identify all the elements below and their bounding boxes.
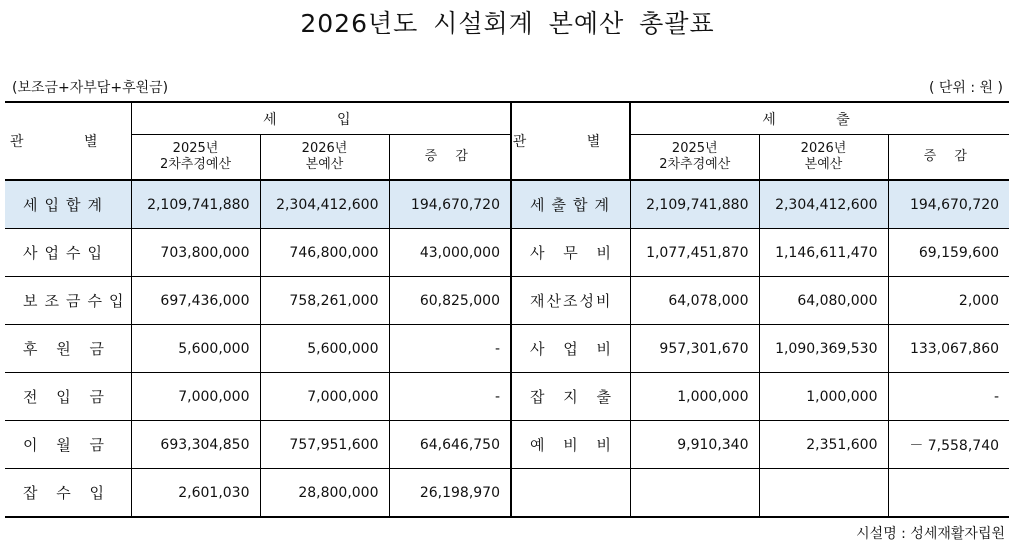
income-category-cell: 이 월 금 <box>5 421 131 469</box>
expense-diff-header: 증 감 <box>888 135 1009 181</box>
expense-curr-cell: 1,000,000 <box>759 373 888 421</box>
expense-diff-cell: 2,000 <box>888 277 1009 325</box>
expense-category-cell: 재산조성비 <box>511 277 630 325</box>
expense-group-header: 세 출 <box>630 102 1009 135</box>
budget-summary-table <box>5 101 1009 518</box>
expense-curr-cell: 1,090,369,530 <box>759 325 888 373</box>
income-category-cell: 보조금수입 <box>5 277 131 325</box>
table-row <box>5 421 1009 469</box>
expense-diff-cell: - <box>888 373 1009 421</box>
income-diff-cell: - <box>389 373 511 421</box>
table-row-total <box>5 180 1009 229</box>
expense-category-cell: 예 비 비 <box>511 421 630 469</box>
income-prev-cell: 703,800,000 <box>131 229 260 277</box>
page-title: 2026년도 시설회계 본예산 총괄표 <box>300 9 715 38</box>
income-diff-cell: 26,198,970 <box>389 469 511 518</box>
income-group-header: 세 입 <box>131 102 511 135</box>
expense-diff-cell: 194,670,720 <box>888 180 1009 229</box>
expense-diff-cell: － 7,558,740 <box>888 421 1009 469</box>
table-row <box>5 469 1009 518</box>
income-curr-budget-header: 2026년 본예산 <box>260 135 389 181</box>
funding-note: (보조금+자부담+후원금) <box>12 80 169 96</box>
table-row <box>5 277 1009 325</box>
table-row <box>5 229 1009 277</box>
expense-prev-cell: 2,109,741,880 <box>630 180 759 229</box>
expense-curr-cell: 1,146,611,470 <box>759 229 888 277</box>
expense-curr-cell <box>759 469 888 518</box>
expense-category-cell: 사 업 비 <box>511 325 630 373</box>
expense-prev-budget-header: 2025년 2차추경예산 <box>630 135 759 181</box>
expense-prev-cell: 1,000,000 <box>630 373 759 421</box>
income-curr-cell: 7,000,000 <box>260 373 389 421</box>
income-prev-cell: 2,109,741,880 <box>131 180 260 229</box>
expense-curr-cell: 64,080,000 <box>759 277 888 325</box>
expense-prev-cell: 1,077,451,870 <box>630 229 759 277</box>
income-category-cell: 세입합계 <box>5 180 131 229</box>
income-category-cell: 전 입 금 <box>5 373 131 421</box>
income-category-cell: 후 원 금 <box>5 325 131 373</box>
income-diff-cell: - <box>389 325 511 373</box>
income-diff-header: 증 감 <box>389 135 511 181</box>
expense-curr-cell: 2,351,600 <box>759 421 888 469</box>
expense-category-header: 관 별 <box>511 102 630 180</box>
expense-prev-cell: 9,910,340 <box>630 421 759 469</box>
income-category-header: 관 별 <box>5 102 131 180</box>
income-curr-cell: 757,951,600 <box>260 421 389 469</box>
expense-prev-cell: 64,078,000 <box>630 277 759 325</box>
income-category-cell: 잡 수 입 <box>5 469 131 518</box>
expense-curr-cell: 2,304,412,600 <box>759 180 888 229</box>
income-curr-cell: 2,304,412,600 <box>260 180 389 229</box>
income-diff-cell: 43,000,000 <box>389 229 511 277</box>
income-prev-budget-header: 2025년 2차추경예산 <box>131 135 260 181</box>
income-curr-cell: 28,800,000 <box>260 469 389 518</box>
facility-name: 시설명 : 성세재활자립원 <box>856 526 1005 542</box>
expense-curr-budget-header: 2026년 본예산 <box>759 135 888 181</box>
income-curr-cell: 746,800,000 <box>260 229 389 277</box>
expense-category-cell: 잡 지 출 <box>511 373 630 421</box>
income-prev-cell: 2,601,030 <box>131 469 260 518</box>
expense-prev-cell <box>630 469 759 518</box>
income-category-cell: 사업수입 <box>5 229 131 277</box>
income-prev-cell: 693,304,850 <box>131 421 260 469</box>
income-curr-cell: 5,600,000 <box>260 325 389 373</box>
expense-diff-cell <box>888 469 1009 518</box>
income-diff-cell: 64,646,750 <box>389 421 511 469</box>
income-diff-cell: 194,670,720 <box>389 180 511 229</box>
table-row <box>5 325 1009 373</box>
expense-diff-cell: 69,159,600 <box>888 229 1009 277</box>
expense-category-cell: 사 무 비 <box>511 229 630 277</box>
unit-note: ( 단위 : 원 ) <box>928 80 1003 96</box>
expense-category-cell <box>511 469 630 518</box>
income-curr-cell: 758,261,000 <box>260 277 389 325</box>
income-prev-cell: 5,600,000 <box>131 325 260 373</box>
income-prev-cell: 7,000,000 <box>131 373 260 421</box>
income-prev-cell: 697,436,000 <box>131 277 260 325</box>
expense-prev-cell: 957,301,670 <box>630 325 759 373</box>
income-diff-cell: 60,825,000 <box>389 277 511 325</box>
table-row <box>5 373 1009 421</box>
expense-diff-cell: 133,067,860 <box>888 325 1009 373</box>
expense-category-cell: 세출합계 <box>511 180 630 229</box>
